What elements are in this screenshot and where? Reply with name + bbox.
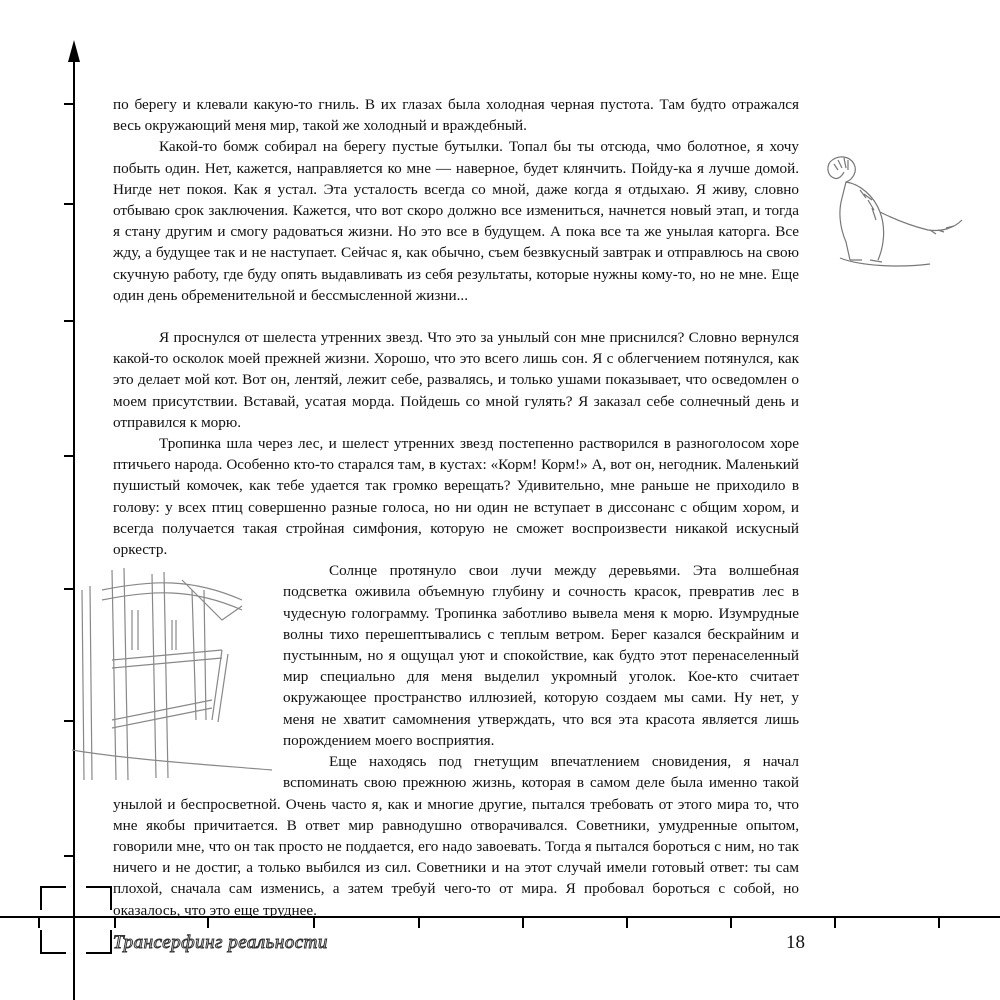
body-text [113,94,799,921]
paragraph: Еще находясь под гнетущим впечатлением сновидения, я начал вспоминать свою прежнюю жизнь, которая в самом деле была именно такой унылой и беспросветной. Очень часто я, как и многие другие, пытался требовать от этого мира то, что мне якобы причитается. В ответ мир равнодушно отворачивался. Советники, умудренные опытом, говорили мне, что он так просто не поддается, его надо завоевать. Тогда я пытался бороться с ним, но так ничего и не достиг, а только выбился из сил. Советники и на этот случай имели готовый ответ: ты сам плохой, сначала сам изменись, а затем требуй чего-то от мира. Я пробовал бороться с собой, но оказалось, что это еще труднее. [113,753,799,919]
crop-mark [40,930,66,954]
footer-tick [38,916,40,928]
margin-vertical-rule [73,58,75,1000]
paragraph: Солнце протянуло свои лучи между деревьями. Эта волшебная подсветка оживила объемную глубину и сочность красок, превратив лес в чудесную голограмму. Тропинка заботливо вывела меня к морю. Изумрудные волны тихо перешептывались с теплым ветром. Берег казался бескрайним и пустынным, но я ощущал уют и спокойствие, как будто этот перенаселенный мир специально для меня выделил укромный уголок. Кое-кто считает окружающее пространство иллюзией, которую создаем мы сами. Ну нет, у меня не хватит самомнения утверждать, что вся эта красота является лишь порождением моего восприятия. [283,562,799,749]
margin-tick [64,320,74,322]
book-title: Трансерфинг реальности [113,932,328,953]
paragraph: Какой-то бомж собирал на берегу пустые бутылки. Топал бы ты отсюда, чмо болотное, я хочу побыть один. Нет, кажется, направляется ко мне — наверное, будет клянчить. Пойду-ка я лучше домой. Нигде нет покоя. Как я устал. Эта усталость всегда со мной, даже когда я отдыхаю. Я живу, словно отбываю срок заключения. Кажется, что вот скоро должно все измениться, начнется новый этап, и тогда я стану другим и смогу радоваться жизни. Но это все в будущем. А пока все та же унылая каторга. Все жду, а будущее так и не наступает. Сейчас я, как обычно, съем безвкусный завтрак и отправлюсь на свою скучную работу, где буду опять выдавливать из себя результаты, которые нужны кому-то, но не мне. Еще один день обременительной и бессмысленной жизни... [113,138,799,304]
footer-tick [834,916,836,928]
margin-tick [64,855,74,857]
margin-tick [64,103,74,105]
dog-illustration [820,150,965,275]
crop-mark [86,930,112,954]
margin-tick [64,203,74,205]
illustration-space [73,560,283,792]
crop-mark [40,886,66,910]
footer-tick [938,916,940,928]
paragraph: Тропинка шла через лес, и шелест утренних звезд постепенно растворился в разноголосом хоре птичьего народа. Особенно кто-то старался там, в кустах: «Корм! Корм!» А, вот он, негодник. Маленький пушистый комочек, как тебе удается так громко верещать? Удивительно, мне раньше не приходило в голову: у всех птиц совершенно разные голоса, но ни один не вступает в диссонанс с общим хором, и всегда получается такая стройная симфония, которую не сможет воспроизвести никакой искусный оркестр. [113,435,799,559]
crop-mark [86,886,112,910]
paragraph: по берегу и клевали какую-то гниль. В их глазах была холодная черная пустота. Там будто отражался весь окружающий меня мир, такой же холодный и враждебный. [113,96,799,135]
paragraph: Я проснулся от шелеста утренних звезд. Что это за унылый сон мне приснился? Словно вернулся какой-то осколок моей прежней жизни. Хорошо, что это всего лишь сон. Я с облегчением потянулся, как это делает мой кот. Вот он, лентяй, лежит себе, развалясь, и только ушами показывает, что осведомлен о моем присутствии. Вставай, усатая морда. Пойдешь со мной гулять? Я заказал себе солнечный день и отправился к морю. [113,329,799,431]
margin-tick [64,455,74,457]
page-number: 18 [786,932,805,953]
